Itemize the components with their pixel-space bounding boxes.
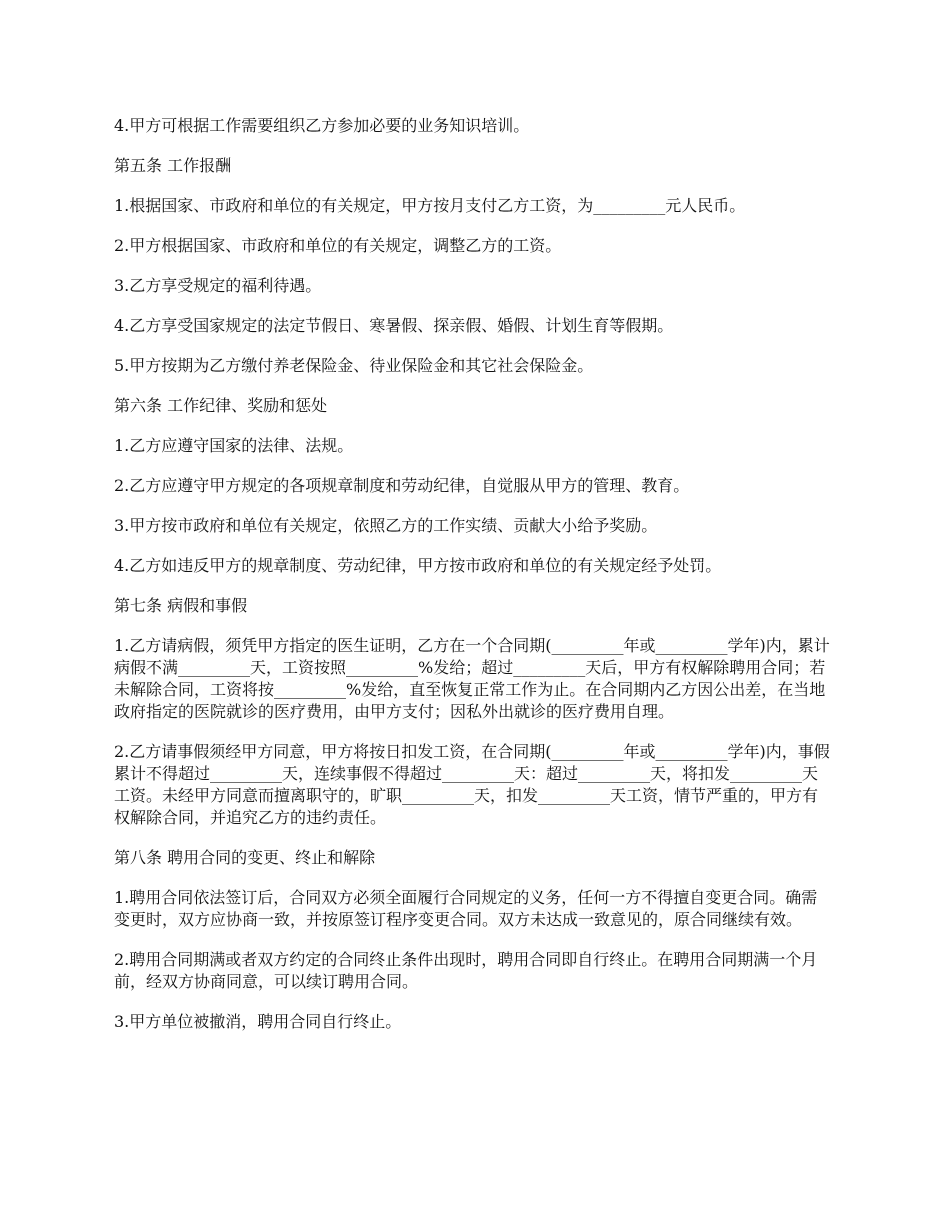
article-6-heading: 第六条 工作纪律、奖励和惩处 (114, 396, 328, 415)
clause-5-1-salary: 1.根据国家、市政府和单位的有关规定，甲方按月支付乙方工资，为_________元人民币。 (114, 196, 746, 215)
clause-5-2-salary-adjust: 2.甲方根据国家、市政府和单位的有关规定，调整乙方的工资。 (114, 236, 562, 255)
clause-6-2-rules: 2.乙方应遵守甲方规定的各项规章制度和劳动纪律，自觉服从甲方的管理、教育。 (114, 476, 690, 495)
clause-7-1-sick-leave: 1.乙方请病假，须凭甲方指定的医生证明，乙方在一个合同期(_________年或_________学年)内，累计病假不满_________天，工资按照_________%发给；超过_________天后，甲方有权解除聘用合同；若未解除合同，工资将按_________%发给，直至恢复正常工作为止。在合同期内乙方因公出差，在当地政府指定的医院就诊的医疗费用，由甲方支付；因私外出就诊的医疗费用自理。 (114, 636, 830, 721)
clause-8-3-unit-dissolved: 3.甲方单位被撤消，聘用合同自行终止。 (114, 1012, 402, 1031)
article-7-heading: 第七条 病假和事假 (114, 596, 248, 615)
clause-4-1-training: 4.甲方可根据工作需要组织乙方参加必要的业务知识培训。 (114, 116, 530, 135)
clause-8-1-contract-change: 1.聘用合同依法签订后，合同双方必须全面履行合同规定的义务，任何一方不得擅自变更合同。确需变更时，双方应协商一致，并按原签订程序变更合同。双方未达成一致意见的，原合同继续有效。 (114, 888, 818, 929)
article-5-heading: 第五条 工作报酬 (114, 156, 232, 175)
clause-6-1-laws: 1.乙方应遵守国家的法律、法规。 (114, 436, 354, 455)
clause-6-3-rewards: 3.甲方按市政府和单位有关规定，依照乙方的工作实绩、贡献大小给予奖励。 (114, 516, 658, 535)
clause-5-4-holidays: 4.乙方享受国家规定的法定节假日、寒暑假、探亲假、婚假、计划生育等假期。 (114, 316, 674, 335)
clause-5-5-insurance: 5.甲方按期为乙方缴付养老保险金、待业保险金和其它社会保险金。 (114, 356, 594, 375)
clause-7-2-personal-leave: 2.乙方请事假须经甲方同意，甲方将按日扣发工资，在合同期(_________年或_________学年)内，事假累计不得超过_________天，连续事假不得超过_________天：超过_________天，将扣发_________天工资。未经甲方同意而擅离职守的，旷职_________天，扣发_________天工资，情节严重的，甲方有权解除合同，并追究乙方的违约责任。 (114, 742, 830, 827)
clause-8-2-contract-expiry: 2.聘用合同期满或者双方约定的合同终止条件出现时，聘用合同即自行终止。在聘用合同期满一个月前，经双方协商同意，可以续订聘用合同。 (114, 950, 818, 991)
article-8-heading: 第八条 聘用合同的变更、终止和解除 (114, 848, 376, 867)
clause-6-4-penalties: 4.乙方如违反甲方的规章制度、劳动纪律，甲方按市政府和单位的有关规定经予处罚。 (114, 556, 722, 575)
clause-5-3-welfare: 3.乙方享受规定的福利待遇。 (114, 276, 322, 295)
